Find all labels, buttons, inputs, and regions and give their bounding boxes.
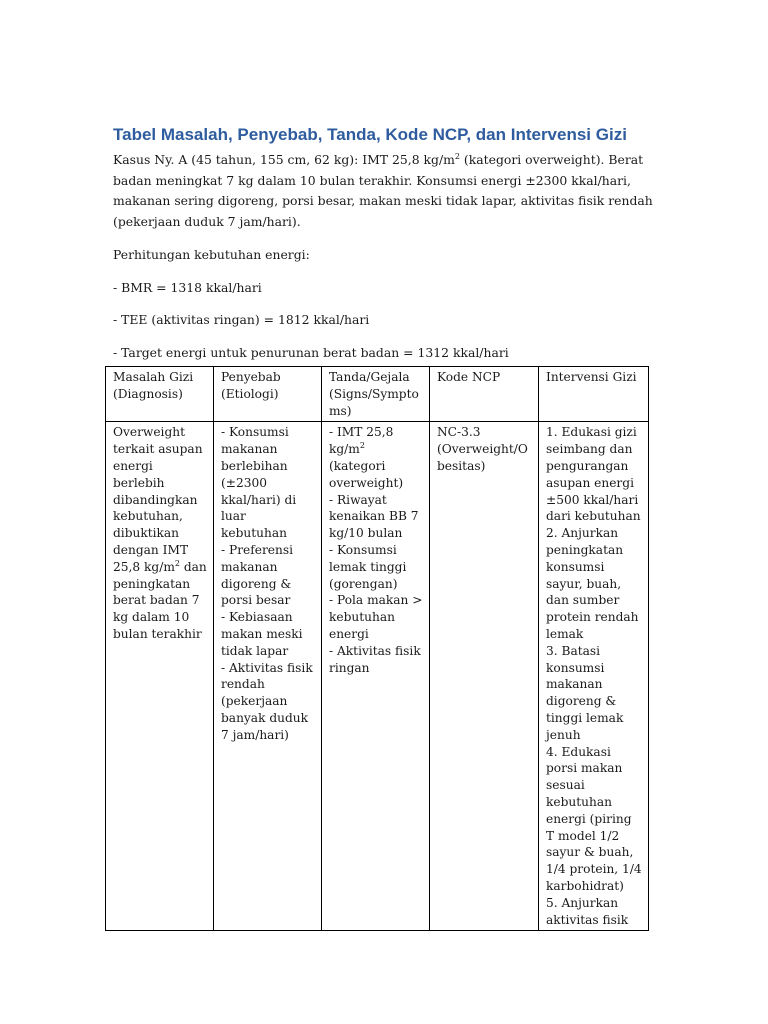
etiology-item: - Preferensi makanan digoreng & porsi besar xyxy=(221,542,293,608)
intervention-item: 4. Edukasi porsi makan sesuai kebutuhan energi (piring T model 1/2 sayur & buah, 1/4 protein, 1/4 karbohidrat) xyxy=(546,744,642,893)
header-signs: Tanda/Gejala (Signs/Symptoms) xyxy=(322,367,430,422)
sign-item: - Pola makan > kebutuhan energi xyxy=(329,593,423,641)
header-diagnosis: Masalah Gizi (Diagnosis) xyxy=(106,367,214,422)
intervention-item: 5. Anjurkan aktivitas fisik xyxy=(546,895,629,927)
etiology-item: - Kebiasaan makan meski tidak lapar xyxy=(221,610,303,658)
header-intervention: Intervensi Gizi xyxy=(539,367,649,422)
intervention-item: 3. Batasi konsumsi makanan digoreng & tinggi lemak jenuh xyxy=(546,643,624,742)
cell-interventions xyxy=(539,422,649,931)
calc-item-target: - Target energi untuk penurunan berat badan = 1312 kkal/hari xyxy=(113,344,509,360)
ncp-table xyxy=(105,366,649,931)
sign-item: - Riwayat kenaikan BB 7 kg/10 bulan xyxy=(329,492,419,541)
cell-etiology xyxy=(214,422,322,931)
table-header-row xyxy=(106,367,649,422)
table-row xyxy=(106,422,649,931)
intervention-item: 1. Edukasi gizi seimbang dan pengurangan asupan energi ±500 kkal/hari dari kebutuhan xyxy=(546,425,641,524)
calc-item-tee: - TEE (aktivitas ringan) = 1812 kkal/hari xyxy=(113,312,370,327)
case-description: Kasus Ny. A (45 tahun, 155 cm, 62 kg): IMT 25,8 $kg/m^2$ (kategori overweight). Berat badan meningkat 7 kg dalam 10 bulan terakhir. Konsumsi energi ±2300 kkal/hari, makanan sering digoreng, porsi besar, makan meski tidak lapar, aktivitas fisik rendah (pekerjaan duduk 7 jam/hari). xyxy=(113,152,653,229)
header-ncp-code: Kode NCP xyxy=(430,367,539,422)
sign-item: - Aktivitas fisik ringan xyxy=(329,643,421,675)
cell-diagnosis: Overweight terkait asupan energi berlebih dibandingkan kebutuhan, dibuktikan dengan IMT 25,8 $kg/m^2$ dan peningkatan berat badan 7 kg dalam 10 bulan terakhir xyxy=(106,422,214,931)
calc-item-bmr: - BMR = 1318 kkal/hari xyxy=(113,279,262,295)
document-body xyxy=(113,124,658,375)
cell-ncp-code: NC-3.3 (Overweight/Obesitas) xyxy=(430,422,539,931)
document-title: Tabel Masalah, Penyebab, Tanda, Kode NCP, dan Intervensi Gizi xyxy=(113,125,627,144)
sign-item: - Konsumsi lemak tinggi (gorengan) xyxy=(329,542,407,591)
etiology-item: - Aktivitas fisik rendah (pekerjaan banyak duduk 7 jam/hari) xyxy=(221,660,313,742)
intervention-item: 2. Anjurkan peningkatan konsumsi sayur, buah, dan sumber protein rendah lemak xyxy=(546,526,639,641)
cell-signs xyxy=(322,422,430,931)
etiology-item: - Konsumsi makanan berlebihan (±2300 kkal/hari) di luar kebutuhan xyxy=(221,425,297,541)
header-etiology: Penyebab (Etiologi) xyxy=(214,367,322,422)
energy-calc-heading: Perhitungan kebutuhan energi: xyxy=(113,247,310,262)
sign-item: - IMT 25,8 $kg/m^2$ (kategori overweight) xyxy=(329,425,404,490)
